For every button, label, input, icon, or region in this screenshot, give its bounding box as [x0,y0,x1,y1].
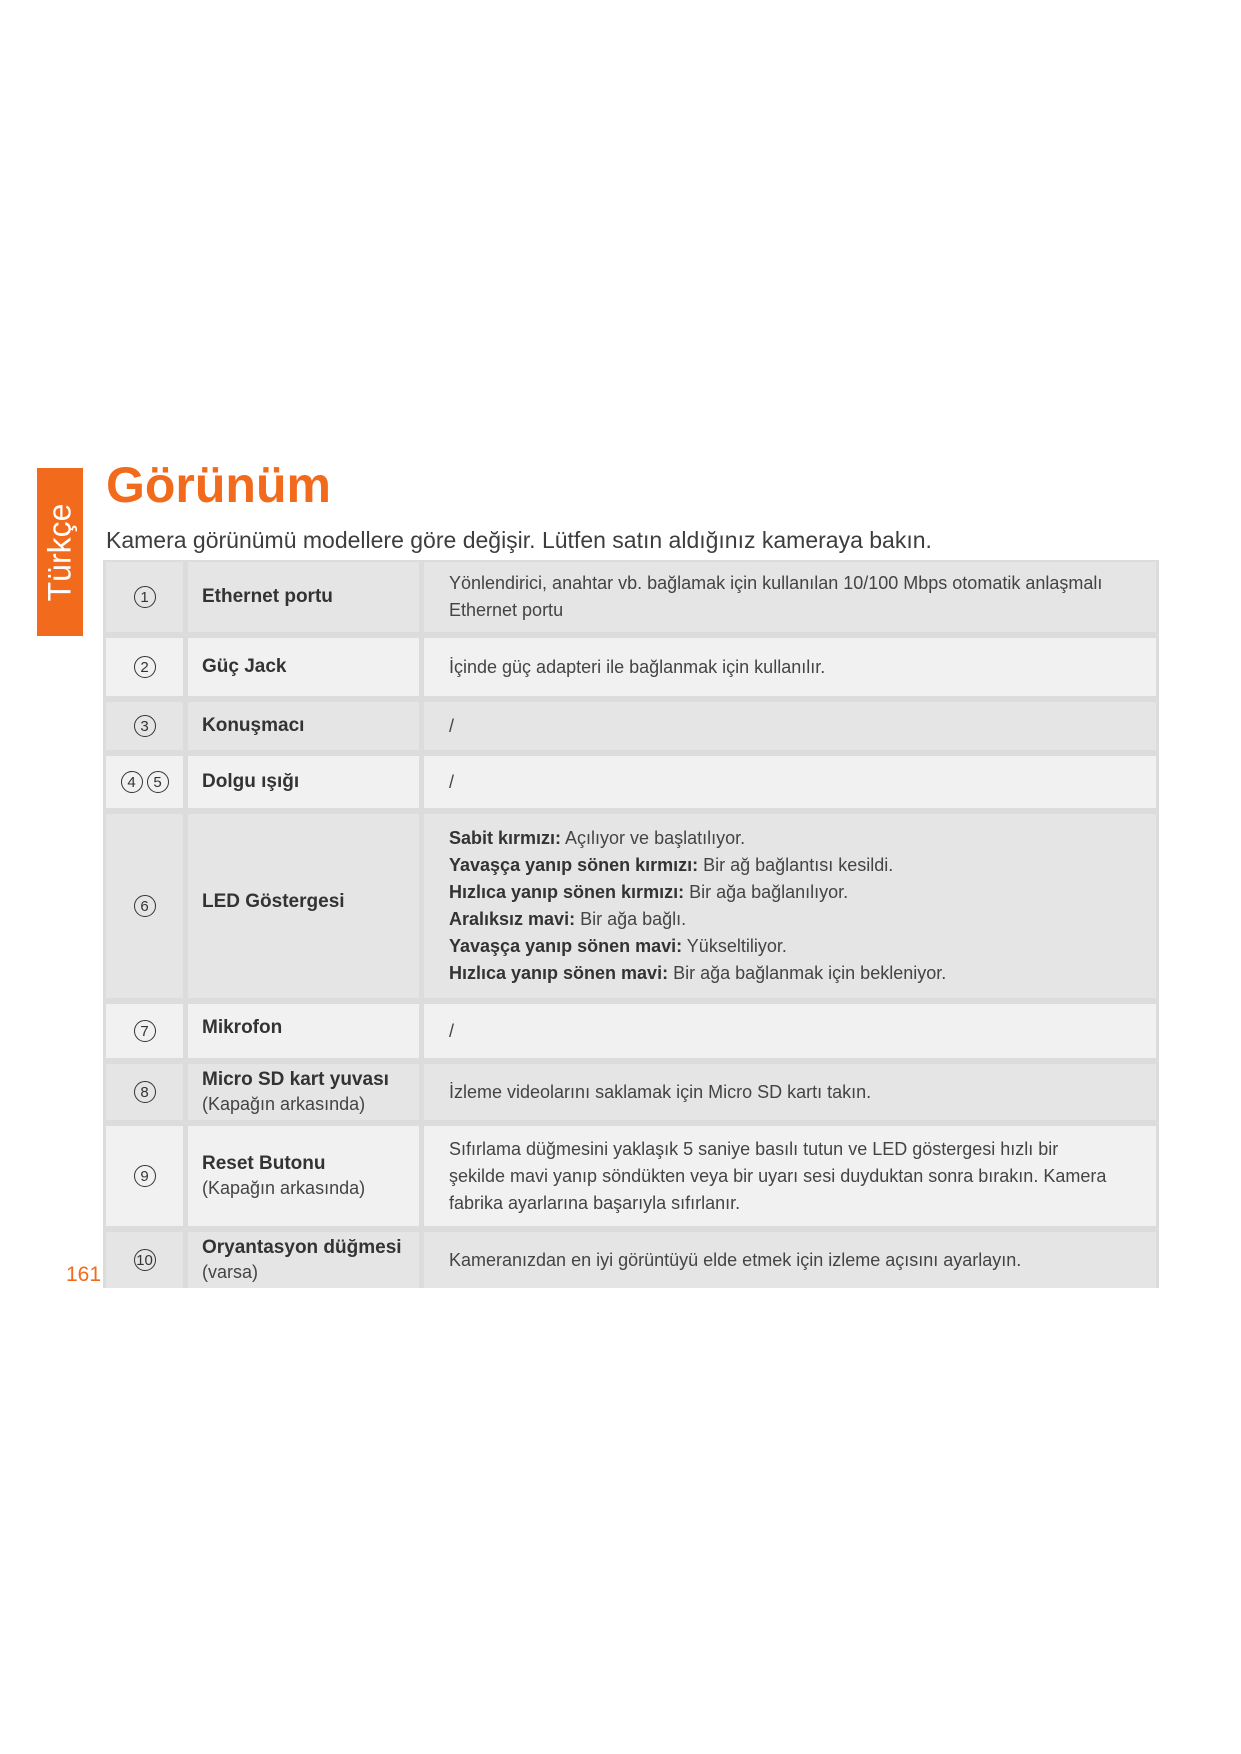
item-name-cell [188,1232,419,1288]
item-description: İçinde güç adapteri ile bağlanmak için kullanılır. [424,638,1156,696]
item-name-cell [188,702,419,750]
item-name: Reset Butonu [202,1153,326,1174]
item-description: İzleme videolarını saklamak için Micro SD kartı takın. [424,1064,1156,1120]
led-state: Yavaşça yanıp sönen mavi: Yükseltiliyor. [449,936,787,956]
item-name-cell [188,1004,419,1058]
page-subtitle: Kamera görünümü modellere göre değişir. Lütfen satın aldığınız kameraya bakın. [106,527,932,553]
item-description: / [424,702,1156,750]
item-note: (Kapağın arkasında) [202,1178,366,1198]
item-note: (Kapağın arkasında) [202,1094,366,1114]
table-row [103,1064,1159,1120]
table-row [103,638,1159,696]
item-number: 10 [106,1232,183,1288]
item-name: Güç Jack [202,656,287,677]
item-name: Oryantasyon düğmesi [202,1237,402,1258]
item-description: Kameranızdan en iyi görüntüyü elde etmek için izleme açısını ayarlayın. [424,1232,1156,1288]
item-name-cell [188,814,419,998]
item-number: 3 [106,702,183,750]
item-name-cell [188,1064,419,1120]
language-tab [37,468,83,636]
language-tab-label: Türkçe [41,503,78,601]
led-state: Hızlıca yanıp sönen mavi: Bir ağa bağlanmak için bekleniyor. [449,963,947,983]
led-state: Sabit kırmızı: Açılıyor ve başlatılıyor. [449,828,746,848]
item-number: 2 [106,638,183,696]
item-description: / [424,756,1156,808]
led-state: Hızlıca yanıp sönen kırmızı: Bir ağa bağlanılıyor. [449,882,849,902]
table-row [103,562,1159,632]
item-name-cell [188,562,419,632]
page-title: Görünüm [106,457,331,513]
item-name-cell [188,638,419,696]
item-number: 1 [106,562,183,632]
item-description: Sıfırlama düğmesini yaklaşık 5 saniye basılı tutun ve LED göstergesi hızlı bir şekilde mavi yanıp söndükten veya bir uyarı sesi duyduktan sonra bırakın. Kamera fabrika ayarlarına başarıyla sıfırlanır. [424,1126,1156,1226]
item-description: Yönlendirici, anahtar vb. bağlamak için kullanılan 10/100 Mbps otomatik anlaşmalı Ethernet portu [424,562,1156,632]
item-name: Ethernet portu [202,586,333,607]
appearance-table [103,560,1159,1288]
led-state-list [424,814,1156,998]
table-row [103,702,1159,750]
item-name-cell [188,756,419,808]
item-name: Micro SD kart yuvası [202,1069,389,1090]
table-row [103,1232,1159,1288]
led-state: Yavaşça yanıp sönen kırmızı: Bir ağ bağlantısı kesildi. [449,855,894,875]
table-row [103,1126,1159,1226]
item-name: LED Göstergesi [202,891,345,912]
item-number: 7 [106,1004,183,1058]
table-row [103,756,1159,808]
led-state: Aralıksız mavi: Bir ağa bağlı. [449,909,687,929]
item-note: (varsa) [202,1262,259,1282]
item-number: 6 [106,814,183,998]
item-number: 4 5 [106,756,183,808]
page-number: 161 [66,1263,102,1286]
item-name: Konuşmacı [202,715,305,736]
item-number: 8 [106,1064,183,1120]
item-name: Mikrofon [202,1017,283,1038]
item-number: 9 [106,1126,183,1226]
item-name: Dolgu ışığı [202,771,300,792]
item-description: / [424,1004,1156,1058]
table-row [103,814,1159,998]
item-name-cell [188,1126,419,1226]
table-row [103,1004,1159,1058]
